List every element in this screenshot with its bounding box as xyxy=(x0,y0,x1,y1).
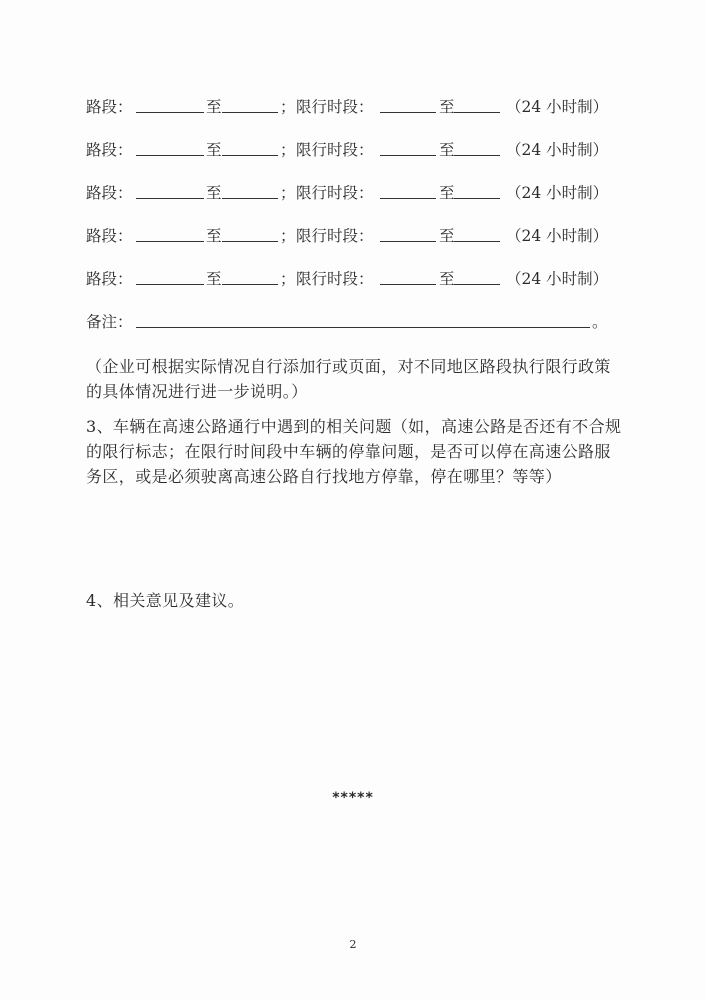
road-label: 路段： xyxy=(86,270,133,288)
time-end-blank[interactable] xyxy=(454,241,500,242)
to-label: 至 xyxy=(439,227,455,245)
remark-blank[interactable] xyxy=(136,327,590,328)
to-label: 至 xyxy=(439,98,455,116)
road-label: 路段： xyxy=(86,98,133,116)
road-start-blank[interactable] xyxy=(136,241,204,242)
road-end-blank[interactable] xyxy=(222,155,278,156)
hour-format-note: （24 小时制） xyxy=(506,270,609,288)
road-end-blank[interactable] xyxy=(222,241,278,242)
road-start-blank[interactable] xyxy=(136,284,204,285)
to-label: 至 xyxy=(206,270,222,288)
to-label: 至 xyxy=(206,227,222,245)
road-end-blank[interactable] xyxy=(222,112,278,113)
item-4-paragraph xyxy=(86,588,626,613)
road-end-blank[interactable] xyxy=(222,284,278,285)
remark-label: 备注： xyxy=(86,313,133,331)
item-3-paragraph xyxy=(86,414,626,489)
to-label: 至 xyxy=(439,184,455,202)
to-label: 至 xyxy=(206,184,222,202)
hour-format-note: （24 小时制） xyxy=(506,227,609,245)
road-label: 路段： xyxy=(86,141,133,159)
road-label: 路段： xyxy=(86,184,133,202)
note-text: （企业可根据实际情况自行添加行或页面，对不同地区路段执行限行政策的具体情况进行进一步说明。） xyxy=(86,357,611,401)
separator: ； xyxy=(280,141,296,159)
separator: ； xyxy=(280,184,296,202)
to-label: 至 xyxy=(206,141,222,159)
separator: ； xyxy=(280,270,296,288)
time-end-blank[interactable] xyxy=(454,112,500,113)
time-start-blank[interactable] xyxy=(380,241,436,242)
section-divider-stars: ***** xyxy=(332,790,374,806)
time-label: 限行时段： xyxy=(296,141,374,159)
to-label: 至 xyxy=(439,141,455,159)
hour-format-note: （24 小时制） xyxy=(506,184,609,202)
item-3-text: 3、车辆在高速公路通行中遇到的相关问题（如，高速公路是否还有不合规的限行标志；在限行时间段中车辆的停靠问题，是否可以停在高速公路服务区，或是必须驶离高速公路自行找地方停靠，停在哪里？等等） xyxy=(86,417,622,486)
road-start-blank[interactable] xyxy=(136,112,204,113)
time-label: 限行时段： xyxy=(296,227,374,245)
time-start-blank[interactable] xyxy=(380,198,436,199)
road-end-blank[interactable] xyxy=(222,198,278,199)
separator: ； xyxy=(280,227,296,245)
note-paragraph xyxy=(86,354,626,404)
time-end-blank[interactable] xyxy=(454,155,500,156)
road-start-blank[interactable] xyxy=(136,198,204,199)
time-start-blank[interactable] xyxy=(380,284,436,285)
hour-format-note: （24 小时制） xyxy=(506,141,609,159)
time-label: 限行时段： xyxy=(296,98,374,116)
separator: ； xyxy=(280,98,296,116)
to-label: 至 xyxy=(206,98,222,116)
to-label: 至 xyxy=(439,270,455,288)
road-start-blank[interactable] xyxy=(136,155,204,156)
hour-format-note: （24 小时制） xyxy=(506,98,609,116)
time-label: 限行时段： xyxy=(296,270,374,288)
time-label: 限行时段： xyxy=(296,184,374,202)
item-4-text: 4、相关意见及建议。 xyxy=(86,591,245,610)
time-start-blank[interactable] xyxy=(380,155,436,156)
time-start-blank[interactable] xyxy=(380,112,436,113)
remark-end: 。 xyxy=(592,313,608,331)
page-number: 2 xyxy=(349,938,357,951)
road-label: 路段： xyxy=(86,227,133,245)
time-end-blank[interactable] xyxy=(454,198,500,199)
time-end-blank[interactable] xyxy=(454,284,500,285)
